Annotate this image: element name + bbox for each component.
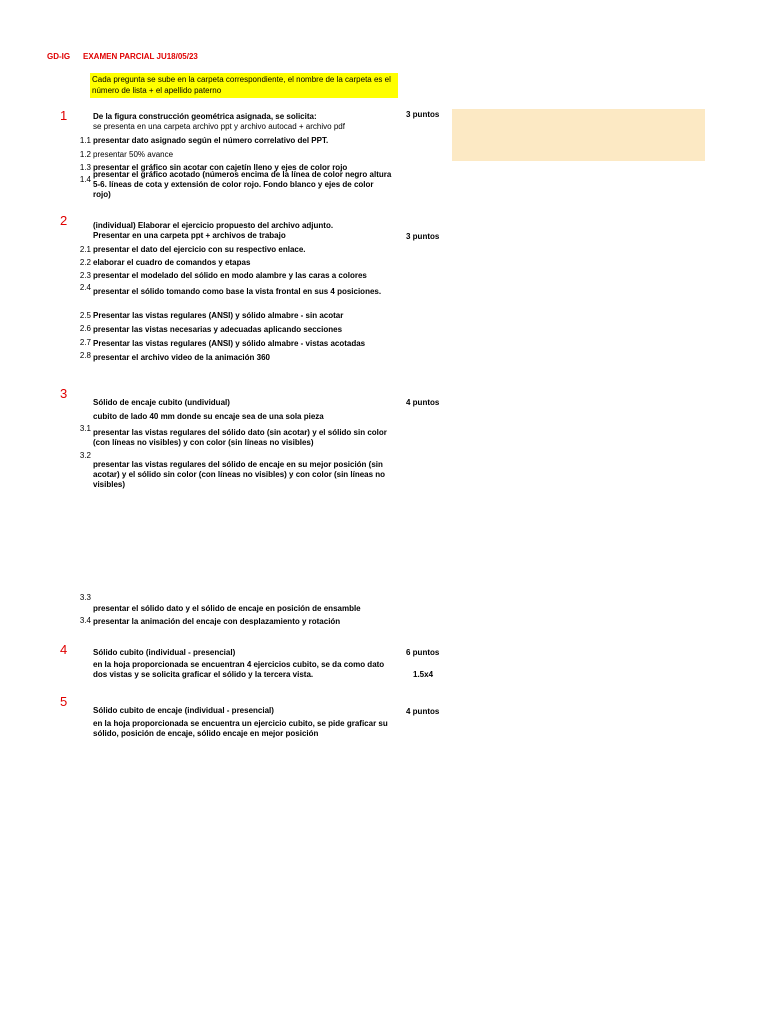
item-number: 2.3: [79, 271, 91, 280]
question-3-intro: Sólido de encaje cubito (undividual): [93, 398, 230, 407]
question-number-4: 4: [60, 642, 68, 657]
item-text: presentar el archivo video de la animación 360: [93, 353, 270, 362]
item-number: 1.4: [79, 175, 91, 184]
item-text: elaborar el cuadro de comandos y etapas: [93, 258, 251, 267]
question-2-intro: (individual) Elaborar el ejercicio propuesto del archivo adjunto.: [93, 221, 334, 230]
item-number: 1.3: [79, 163, 91, 172]
question-1-points: 3 puntos: [406, 110, 440, 119]
item-text: Presentar las vistas regulares (ANSI) y sólido almabre - sin acotar: [93, 311, 344, 320]
item-text: presentar las vistas regulares del sólido dato (sin acotar) y el sólido sin color (con líneas no visibles) y con color (sin líneas no visibles): [93, 428, 387, 447]
item-text: presentar las vistas necesarias y adecuadas aplicando secciones: [93, 325, 343, 334]
question-3-intro-2: cubito de lado 40 mm donde su encaje sea de una sola pieza: [93, 412, 324, 421]
question-number-5: 5: [60, 694, 68, 709]
item-text: presentar el sólido dato y el sólido de encaje en posición de ensamble: [93, 604, 361, 613]
item-number: 2.5: [79, 311, 91, 320]
question-4-points: 6 puntos: [406, 648, 440, 657]
question-5-points: 4 puntos: [406, 707, 440, 716]
item-text: presentar las vistas regulares del sólido de encaje en su mejor posición (sin acotar) y el sólido sin color (con líneas no visibles) y con color (sin líneas no visibles): [93, 460, 386, 489]
question-1-intro-2: se presenta en una carpeta archivo ppt y archivo autocad + archivo pdf: [93, 122, 345, 131]
item-number: 1.2: [79, 150, 91, 159]
question-4-points-breakdown: 1.5x4: [413, 670, 434, 679]
question-2-points: 3 puntos: [406, 232, 440, 241]
question-5-intro: Sólido cubito de encaje (individual - presencial): [93, 706, 274, 715]
item-number: 2.1: [79, 245, 91, 254]
item-number: 3.2: [79, 451, 91, 460]
exam-title: EXAMEN PARCIAL JU18/05/23: [83, 52, 198, 61]
question-4-intro-2: en la hoja proporcionada se encuentran 4 ejercicios cubito, se da como dato dos vistas y se solicita graficar el sólido y la tercera vista.: [93, 660, 385, 679]
instructions-note: Cada pregunta se sube en la carpeta correspondiente, el nombre de la carpeta es el número de lista + el apellido paterno: [90, 73, 398, 98]
item-text: presentar el dato del ejercicio con su respectivo enlace.: [93, 245, 306, 254]
item-text: Presentar las vistas regulares (ANSI) y sólido almabre - vistas acotadas: [93, 339, 366, 348]
item-number: 3.1: [79, 424, 91, 433]
question-number-3: 3: [60, 386, 68, 401]
question-2-intro-2: Presentar en una carpeta ppt + archivos de trabajo: [93, 231, 286, 240]
item-text: presentar el modelado del sólido en modo alambre y las caras a colores: [93, 271, 367, 280]
item-text: presentar 50% avance: [93, 150, 174, 159]
item-text: presentar la animación del encaje con desplazamiento y rotación: [93, 617, 341, 626]
item-text: presentar el sólido tomando como base la vista frontal en sus 4 posiciones.: [93, 287, 382, 296]
item-number: 2.7: [79, 338, 91, 347]
question-1-intro: De la figura construcción geométrica asignada, se solicita:: [93, 112, 317, 121]
item-number: 2.8: [79, 351, 91, 360]
item-number: 2.2: [79, 258, 91, 267]
course-code: GD-IG: [47, 52, 71, 61]
item-number: 2.6: [79, 324, 91, 333]
item-number: 3.4: [79, 616, 91, 625]
question-5-intro-2: en la hoja proporcionada se encuentra un ejercicio cubito, se pide graficar su sólido, posición de encaje, sólido encaje en mejor posición: [93, 719, 388, 738]
item-text: presentar el gráfico acotado (números encima de la línea de color negro altura 5-6. líneas de cota y extensión de color rojo. Fondo blanco y ejes de color rojo): [93, 170, 392, 199]
item-number: 2.4: [79, 283, 91, 292]
question-number-1: 1: [60, 108, 68, 123]
item-text: presentar el gráfico sin acotar con cajetín lleno y ejes de color rojo: [93, 163, 348, 172]
question-number-2: 2: [60, 213, 68, 228]
item-number: 1.1: [79, 136, 91, 145]
question-4-intro: Sólido cubito (individual - presencial): [93, 648, 236, 657]
question-3-points: 4 puntos: [406, 398, 440, 407]
highlighted-cell: [452, 109, 705, 161]
item-number: 3.3: [79, 593, 91, 602]
item-text: presentar dato asignado según el número correlativo del PPT.: [93, 136, 329, 145]
